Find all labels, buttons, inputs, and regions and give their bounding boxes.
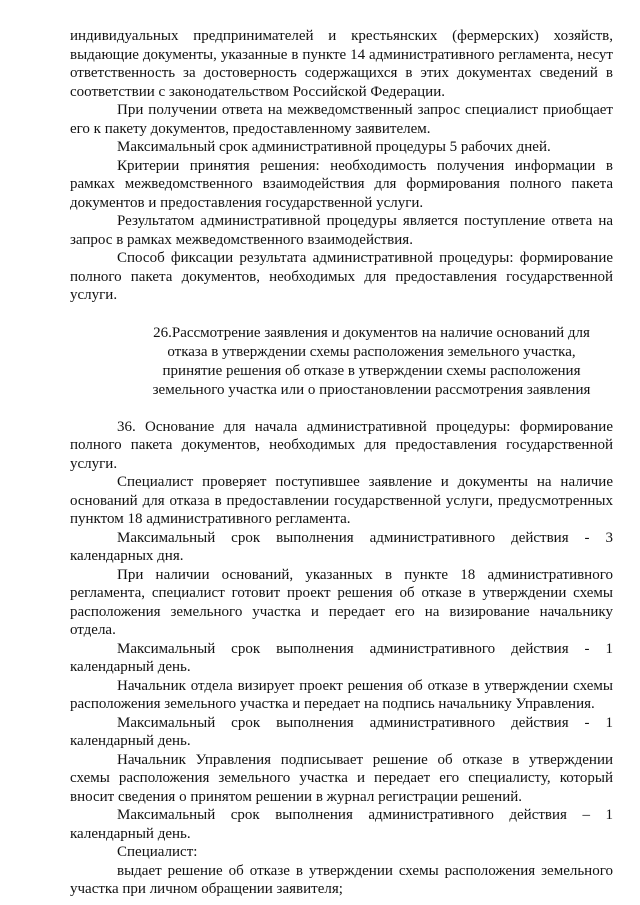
paragraph-directorate-head: Начальник Управления подписывает решение об отказе в утверждении схемы расположения земельного участка и передает его специалисту, который вносит сведения о принятом решении в журнал регистрации решений. — [70, 751, 613, 805]
paragraph-result: Результатом административной процедуры является поступление ответа на запрос в рамках межведомственного взаимодействия. — [70, 213, 613, 248]
paragraph-criteria: Критерии принятия решения: необходимость получения информации в рамках межведомственного взаимодействия для формирования полного пакета документов и предоставления государственной услуги. — [70, 157, 613, 211]
paragraph-max-term: Максимальный срок административной процедуры 5 рабочих дней. — [117, 139, 551, 155]
paragraph-issue-decision: выдает решение об отказе в утверждении схемы расположения земельного участка при личном обращении заявителя; — [70, 862, 613, 897]
paragraph-basis: 36. Основание для начала административной процедуры: формирование полного пакета документов, необходимых для предоставления государственной услуги. — [70, 418, 613, 472]
paragraph-request-answer: При получении ответа на межведомственный запрос специалист приобщает его к пакету документов, предоставленному заявителем. — [70, 102, 613, 137]
paragraph-term-1day-b: Максимальный срок выполнения административного действия - 1 календарный день. — [70, 714, 613, 749]
paragraph-fixation: Способ фиксации результата административной процедуры: формирование полного пакета документов, необходимых для предоставления государственной услуги. — [70, 250, 613, 303]
paragraph-continuation: индивидуальных предпринимателей и крестьянских (фермерских) хозяйств, выдающие документы, указанные в пункте 14 административного регламента, несут ответственность за достоверность содержащихся в этих документах сведений в соответствии с законодательством Российской Федерации. — [70, 28, 613, 100]
paragraph-term-3days: Максимальный срок выполнения административного действия - 3 календарных дня. — [70, 529, 613, 564]
section-heading: 26.Рассмотрение заявления и документов на наличие оснований для отказа в утверждении схемы расположения земельного участка, принятие решения об отказе в утверждении схемы расположения земельного участка или о приостановлении рассмотрения заявления — [152, 324, 591, 398]
paragraph-term-1day-c: Максимальный срок выполнения административного действия – 1 календарный день. — [70, 807, 613, 842]
paragraph-term-1day-a: Максимальный срок выполнения административного действия - 1 календарный день. — [70, 640, 613, 675]
paragraph-specialist: Специалист: — [117, 844, 198, 860]
paragraph-check: Специалист проверяет поступившее заявление и документы на наличие оснований для отказа в предоставлении государственной услуги, предусмотренных пунктом 18 административного регламента. — [70, 474, 613, 527]
paragraph-draft-decision: При наличии оснований, указанных в пункте 18 административного регламента, специалист готовит проект решения об отказе в утверждении схемы расположения земельного участка и передает его на визирование начальнику отдела. — [70, 566, 613, 638]
paragraph-department-head: Начальник отдела визирует проект решения об отказе в утверждении схемы расположения земельного участка и передает на подпись начальнику Управления. — [70, 677, 613, 712]
